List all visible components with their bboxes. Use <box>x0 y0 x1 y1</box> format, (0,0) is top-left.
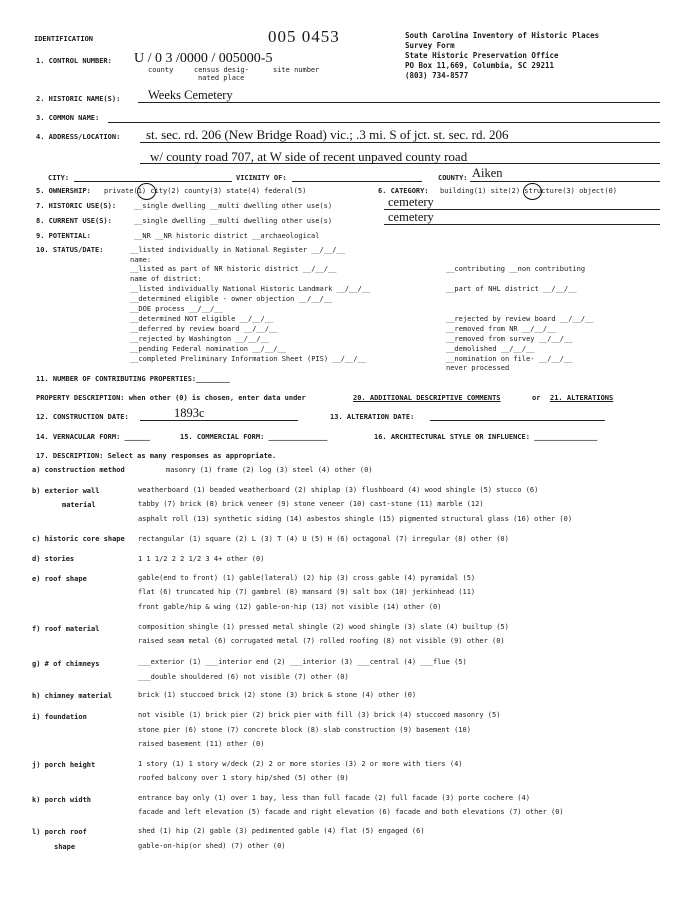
porch-roof-label-2: shape <box>54 843 76 851</box>
roof-shape-label: e) roof shape <box>32 575 87 583</box>
category-label: 6. CATEGORY: <box>378 187 429 195</box>
porch-width-options-1[interactable]: entrance bay only (1) over 1 bay, less than full facade (2) full facade (3) porte cochere (4) <box>138 794 530 802</box>
status-left-10[interactable]: __rejected by Washington __/__/__ <box>130 335 270 343</box>
status-left-2: name: <box>130 256 152 264</box>
status-left-12[interactable]: __completed Preliminary Information Sheet (PIS) __/__/__ <box>130 355 367 363</box>
control-number-value[interactable]: U / 0 3 /0000 / 005000-5 <box>134 51 273 66</box>
site-number-sublabel: site number <box>273 66 320 74</box>
foundation-options-2[interactable]: stone pier (6) stone (7) concrete block (8) slab construction (9) basement (10) <box>138 726 471 734</box>
core-shape-options[interactable]: rectangular (1) square (2) L (3) T (4) U (5) H (6) octagonal (7) irregular (8) other (0) <box>138 535 509 543</box>
porch-height-label: j) porch height <box>32 761 96 769</box>
additional-comments-ref: 20. ADDITIONAL DESCRIPTIVE COMMENTS <box>353 394 501 402</box>
foundation-options-1[interactable]: not visible (1) brick pier (2) brick pier with fill (3) brick (4) stuccoed masonry (5) <box>138 711 501 719</box>
category-selection-circle <box>523 183 542 200</box>
historic-use-options[interactable]: __single dwelling __multi dwelling other use(s) <box>134 202 333 210</box>
historic-name-value[interactable]: Weeks Cemetery <box>148 88 233 102</box>
office-phone: (803) 734-8577 <box>405 71 469 80</box>
status-left-5[interactable]: __listed individually National Historic Landmark __/__/__ <box>130 285 371 293</box>
status-right-8: never processed <box>446 364 510 372</box>
chimney-material-label: h) chimney material <box>32 692 113 700</box>
description-heading: 17. DESCRIPTION: Select as many responses as appropriate. <box>36 452 277 460</box>
county-line <box>470 181 660 182</box>
porch-roof-label: l) porch roof <box>32 828 87 836</box>
historic-use-label: 7. HISTORIC USE(S): <box>36 202 117 210</box>
chimneys-label: g) # of chimneys <box>32 660 100 668</box>
alterations-ref: 21. ALTERATIONS <box>550 394 614 402</box>
vicinity-line[interactable] <box>292 181 422 182</box>
status-right-3[interactable]: __rejected by review board __/__/__ <box>446 315 594 323</box>
alteration-date-line[interactable] <box>430 420 605 421</box>
roof-shape-options-2[interactable]: flat (6) truncated hip (7) gambrel (8) mansard (9) salt box (10) jerkinhead (11) <box>138 588 476 596</box>
common-name-line[interactable] <box>108 122 660 123</box>
exterior-wall-options-2[interactable]: tabby (7) brick (8) brick veneer (9) stone veneer (10) cast-stone (11) marble (12) <box>138 500 484 508</box>
census-sublabel-2: nated place <box>198 74 245 82</box>
address-line-1[interactable]: st. sec. rd. 206 (New Bridge Road) vic.; .3 mi. S of jct. st. sec. rd. 206 <box>146 127 509 142</box>
chimneys-options-1[interactable]: ___exterior (1) ___interior end (2) ___interior (3) ___central (4) ___flue (5) <box>138 658 467 666</box>
identification-heading: IDENTIFICATION <box>34 35 94 43</box>
ownership-options[interactable]: private(1) city(2) county(3) state(4) federal(5) <box>104 187 307 195</box>
status-right-1[interactable]: __contributing __non contributing <box>446 265 586 273</box>
county-sublabel: county <box>148 66 174 74</box>
status-label: 10. STATUS/DATE: <box>36 246 104 254</box>
commercial-form-label[interactable]: 15. COMMERCIAL FORM: ______________ <box>180 433 328 441</box>
potential-label: 9. POTENTIAL: <box>36 232 91 240</box>
current-use-label: 8. CURRENT USE(S): <box>36 217 112 225</box>
roof-shape-options-3[interactable]: front gable/hip & wing (12) gable-on-hip (13) not visible (14) other (0) <box>138 603 442 611</box>
porch-roof-options-2[interactable]: gable-on-hip(or shed) (7) other (0) <box>138 842 286 850</box>
contributing-properties-label[interactable]: 11. NUMBER OF CONTRIBUTING PROPERTIES:________ <box>36 375 230 383</box>
exterior-wall-label: b) exterior wall <box>32 487 100 495</box>
foundation-options-3[interactable]: raised basement (11) other (0) <box>138 740 265 748</box>
status-left-1[interactable]: __listed individually in National Register __/__/__ <box>130 246 345 254</box>
stories-label: d) stories <box>32 555 75 563</box>
current-use-line <box>384 224 660 225</box>
county-value[interactable]: Aiken <box>472 166 503 180</box>
roof-material-label: f) roof material <box>32 625 100 633</box>
porch-width-options-2[interactable]: facade and left elevation (5) facade and right elevation (6) facade and both elevations (7) other (0) <box>138 808 564 816</box>
chimneys-options-2[interactable]: ___double shouldered (6) not visible (7) other (0) <box>138 673 349 681</box>
exterior-wall-label-2: material <box>62 501 96 509</box>
status-left-4: name of district: <box>130 275 202 283</box>
handwritten-stamp-number: 005 0453 <box>268 27 340 46</box>
historic-name-label: 2. HISTORIC NAME(S): <box>36 95 121 103</box>
porch-roof-options-1[interactable]: shed (1) hip (2) gable (3) pedimented gable (4) flat (5) engaged (6) <box>138 827 425 835</box>
construction-method-label: a) construction method <box>32 466 125 474</box>
status-left-3[interactable]: __listed as part of NR historic district __/__/__ <box>130 265 337 273</box>
status-left-11[interactable]: __pending Federal nomination __/__/__ <box>130 345 286 353</box>
org-name: South Carolina Inventory of Historic Places <box>405 31 600 40</box>
roof-material-options-1[interactable]: composition shingle (1) pressed metal shingle (2) wood shingle (3) slate (4) builtup (5) <box>138 623 509 631</box>
office-address: PO Box 11,669, Columbia, SC 29211 <box>405 61 555 70</box>
exterior-wall-options-1[interactable]: weatherboard (1) beaded weatherboard (2) shiplap (3) flushboard (4) wood shingle (5) stucco (6) <box>138 486 539 494</box>
office-name: State Historic Preservation Office <box>405 51 559 60</box>
control-number-label: 1. CONTROL NUMBER: <box>36 57 112 65</box>
common-name-label: 3. COMMON NAME: <box>36 114 100 122</box>
status-left-8[interactable]: __determined NOT eligible __/__/__ <box>130 315 274 323</box>
historic-use-value[interactable]: cemetery <box>388 195 434 209</box>
porch-height-options-1[interactable]: 1 story (1) 1 story w/deck (2) 2 or more stories (3) 2 or more with tiers (4) <box>138 760 463 768</box>
porch-height-options-2[interactable]: roofed balcony over 1 story hip/shed (5) other (0) <box>138 774 349 782</box>
historic-name-line <box>138 102 660 103</box>
roof-material-options-2[interactable]: raised seam metal (6) corrugated metal (7) rolled roofing (8) not visible (9) other (0) <box>138 637 505 645</box>
alteration-date-label: 13. ALTERATION DATE: <box>330 413 415 421</box>
construction-date-line <box>140 420 298 421</box>
core-shape-label: c) historic core shape <box>32 535 125 543</box>
status-right-6[interactable]: __demolished __/__/__ <box>446 345 535 353</box>
architectural-style-label[interactable]: 16. ARCHITECTURAL STYLE OR INFLUENCE: _______________ <box>374 433 598 441</box>
status-left-7[interactable]: __DOE process __/__/__ <box>130 305 223 313</box>
current-use-options[interactable]: __single dwelling __multi dwelling other use(s) <box>134 217 333 225</box>
county-label: COUNTY: <box>438 174 468 182</box>
address-label: 4. ADDRESS/LOCATION: <box>36 133 121 141</box>
exterior-wall-options-3[interactable]: asphalt roll (13) synthetic siding (14) asbestos shingle (15) pigmented structural glass (16) other (0) <box>138 515 573 523</box>
or-text: or <box>532 394 541 402</box>
roof-shape-options-1[interactable]: gable(end to front) (1) gable(lateral) (2) hip (3) cross gable (4) pyramidal (5) <box>138 574 476 582</box>
vernacular-form-label[interactable]: 14. VERNACULAR FORM: ______ <box>36 433 150 441</box>
city-label: CITY: <box>48 174 70 182</box>
status-right-7[interactable]: __nomination on file- __/__/__ <box>446 355 573 363</box>
vicinity-label: VICINITY OF: <box>236 174 287 182</box>
status-left-9[interactable]: __deferred by review board __/__/__ <box>130 325 278 333</box>
construction-date-label: 12. CONSTRUCTION DATE: <box>36 413 129 421</box>
address-underline-2 <box>140 163 660 164</box>
category-options[interactable]: building(1) site(2) structure(3) object(0) <box>440 187 618 195</box>
stories-options[interactable]: 1 1 1/2 2 2 1/2 3 4+ other (0) <box>138 555 265 563</box>
city-line[interactable] <box>74 181 232 182</box>
ownership-selection-circle <box>137 183 156 200</box>
address-underline-1 <box>140 142 660 143</box>
ownership-label: 5. OWNERSHIP: <box>36 187 91 195</box>
foundation-label: i) foundation <box>32 713 87 721</box>
current-use-value[interactable]: cemetery <box>388 210 434 224</box>
form-type: Survey Form <box>405 41 455 50</box>
chimney-material-options[interactable]: brick (1) stuccoed brick (2) stone (3) brick & stone (4) other (0) <box>138 691 417 699</box>
status-right-2[interactable]: __part of NHL district __/__/__ <box>446 285 577 293</box>
construction-method-options[interactable]: masonry (1) frame (2) log (3) steel (4) other (0) <box>166 466 373 474</box>
potential-options[interactable]: __NR __NR historic district __archaeological <box>134 232 320 240</box>
porch-width-label: k) porch width <box>32 796 92 804</box>
status-left-6[interactable]: __determined eligible - owner objection __/__/__ <box>130 295 333 303</box>
status-right-5[interactable]: __removed from survey __/__/__ <box>446 335 573 343</box>
construction-date-value[interactable]: 1893c <box>174 406 205 420</box>
census-sublabel: census desig- <box>194 66 249 74</box>
status-right-4[interactable]: __removed from NR __/__/__ <box>446 325 556 333</box>
address-line-2[interactable]: w/ county road 707, at W side of recent unpaved county road <box>150 149 468 164</box>
property-description-note: PROPERTY DESCRIPTION: when other (0) is chosen, enter data under <box>36 394 306 402</box>
